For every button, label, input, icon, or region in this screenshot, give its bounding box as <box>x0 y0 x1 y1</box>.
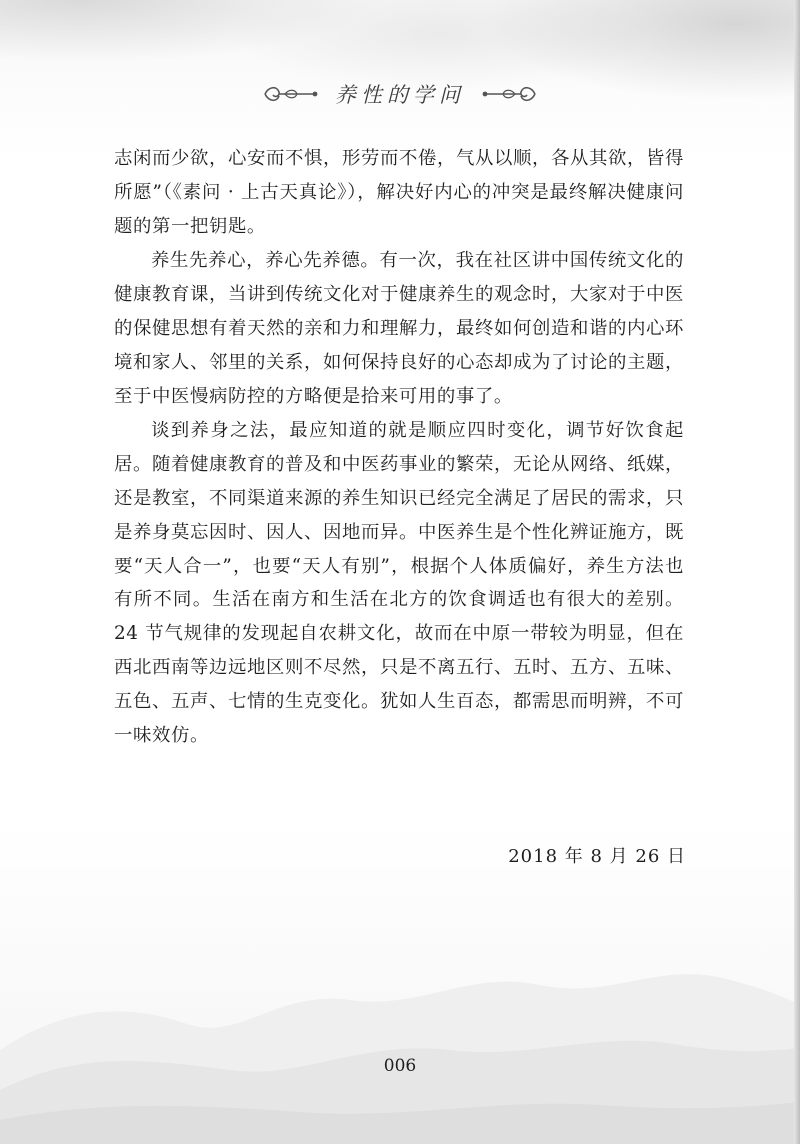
body-text <box>114 142 684 752</box>
date-signature: 2018 年 8 月 26 日 <box>508 846 686 867</box>
scroll-ornament-icon <box>479 83 539 105</box>
header-title: 养性的学问 <box>335 83 465 107</box>
paragraph: 谈到养身之法，最应知道的就是顺应四时变化，调节好饮食起居。随着健康教育的普及和中医药事业的繁荣，无论从网络、纸媒，还是教室，不同渠道来源的养生知识已经完全满足了居民的需求，只是养身莫忘因时、因人、因地而异。中医养生是个性化辨证施方，既要“天人合一”，也要“天人有别”，根据个人体质偏好，养生方法也有所不同。生活在南方和生活在北方的饮食调适也有很大的差别。24 节气规律的发现起自农耕文化，故而在中原一带较为明显，但在西北西南等边远地区则不尽然，只是不离五行、五时、五方、五味、五色、五声、七情的生克变化。犹如人生百态，都需思而明辨，不可一味效仿。 <box>114 420 684 746</box>
paragraph: 养生先养心，养心先养德。有一次，我在社区讲中国传统文化的健康教育课，当讲到传统文化对于健康养生的观念时，大家对于中医的保健思想有着天然的亲和力和理解力，最终如何创造和谐的内心环境和家人、邻里的关系，如何保持良好的心态却成为了讨论的主题，至于中医慢病防控的方略便是拾来可用的事了。 <box>114 250 684 407</box>
scroll-ornament-icon <box>261 83 321 105</box>
page-number: 006 <box>383 1056 417 1076</box>
page-edge-shadow <box>794 0 800 1144</box>
paragraph-continued: 志闲而少欲，心安而不惧，形劳而不倦，气从以顺，各从其欲，皆得所愿”（《素问 · 上古天真论》），解决好内心的冲突是最终解决健康问题的第一把钥匙。 <box>114 148 684 237</box>
mountain-background-decoration <box>0 930 800 1144</box>
running-header <box>0 74 800 114</box>
